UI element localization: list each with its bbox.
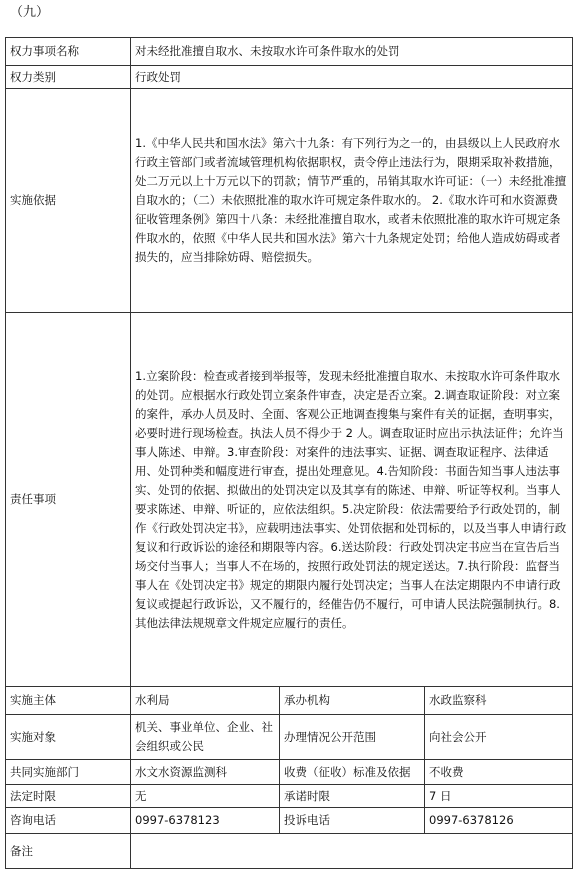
row-responsibility (6, 313, 573, 687)
promised-time-limit-value: 7 日 (425, 785, 573, 808)
fee-standard-label: 收费（征收）标准及依据 (280, 760, 425, 785)
responsibility-label: 责任事项 (6, 313, 131, 687)
target-value: 机关、事业单位、企业、社会组织或公民 (131, 715, 280, 760)
subject-value: 水利局 (131, 687, 280, 715)
row-power-name (6, 38, 573, 66)
power-category-label: 权力类别 (6, 66, 131, 89)
power-category-value: 行政处罚 (131, 66, 573, 89)
subject-label: 实施主体 (6, 687, 131, 715)
row-time-limit (6, 785, 573, 808)
fee-standard-value: 不收费 (425, 760, 573, 785)
remark-value (131, 834, 573, 869)
page-heading: （九） (10, 5, 50, 20)
row-power-category (6, 66, 573, 89)
responsibility-value: 1.立案阶段：检查或者接到举报等，发现未经批准擅自取水、未按取水许可条件取水的处罚。应根据水行政处罚立案条件审查，决定是否立案。2.调查取证阶段：对立案的案件，承办人员及时、全面、客观公正地调查搜集与案件有关的证据，查明事实，必要时进行现场检查。执法人员不得少于 2 人。调查取证时应出示执法证件；允许当事人陈述、申辩。3.审查阶段：对案件的违法事实、证据、调查取证程序、法律适用、处罚种类和幅度进行审查，提出处理意见。4.告知阶段：书面告知当事人违法事实、处罚的依据、拟做出的处罚决定以及其享有的陈述、申辩、听证等权利。当事人要求陈述、申辩、听证的，应依法组织。5.决定阶段：依法需要给予行政处罚的，制作《行政处罚决定书》，应载明违法事实、处罚依据和处罚标的，以及当事人申请行政复议和行政诉讼的途径和期限等内容。6.送达阶段：行政处罚决定书应当在宣告后当场交付当事人；当事人不在场的，按照行政处罚法的规定送达。7.执行阶段：监督当事人在《处罚决定书》规定的期限内履行处罚决定；当事人在法定期限内不申请行政复议或提起行政诉讼，又不履行的，经催告仍不履行，可申请人民法院强制执行。8.其他法律法规规章文件规定应履行的责任。 (131, 313, 573, 687)
target-label: 实施对象 (6, 715, 131, 760)
consult-phone-label: 咨询电话 (6, 808, 131, 834)
row-target (6, 715, 573, 760)
row-basis (6, 89, 573, 313)
power-name-label: 权力事项名称 (6, 38, 131, 66)
joint-dept-label: 共同实施部门 (6, 760, 131, 785)
row-joint (6, 760, 573, 785)
handling-org-value: 水政监察科 (425, 687, 573, 715)
legal-time-limit-value: 无 (131, 785, 280, 808)
complaint-phone-value: 0997-6378126 (425, 808, 573, 834)
handling-org-label: 承办机构 (280, 687, 425, 715)
joint-dept-value: 水文水资源监测科 (131, 760, 280, 785)
legal-time-limit-label: 法定时限 (6, 785, 131, 808)
remark-label: 备注 (6, 834, 131, 869)
basis-label: 实施依据 (6, 89, 131, 313)
row-subject (6, 687, 573, 715)
row-phone (6, 808, 573, 834)
disclosure-scope-label: 办理情况公开范围 (280, 715, 425, 760)
promised-time-limit-label: 承诺时限 (280, 785, 425, 808)
disclosure-scope-value: 向社会公开 (425, 715, 573, 760)
complaint-phone-label: 投诉电话 (280, 808, 425, 834)
row-remark (6, 834, 573, 869)
basis-value: 1.《中华人民共和国水法》第六十九条：有下列行为之一的，由县级以上人民政府水行政主管部门或者流域管理机构依据职权，责令停止违法行为，限期采取补救措施，处二万元以上十万元以下的罚款；情节严重的，吊销其取水许可证：（一）未经批准擅自取水的；（二）未依照批准的取水许可规定条件取水的。 2.《取水许可和水资源费征收管理条例》第四十八条：未经批准擅自取水，或者未依照批准的取水许可规定条件取水的，依照《中华人民共和国水法》第六十九条规定处罚；给他人造成妨碍或者损失的，应当排除妨碍、赔偿损失。 (131, 89, 573, 313)
consult-phone-value: 0997-6378123 (131, 808, 280, 834)
power-name-value: 对未经批准擅自取水、未按取水许可条件取水的处罚 (131, 38, 573, 66)
power-item-table (5, 37, 573, 869)
